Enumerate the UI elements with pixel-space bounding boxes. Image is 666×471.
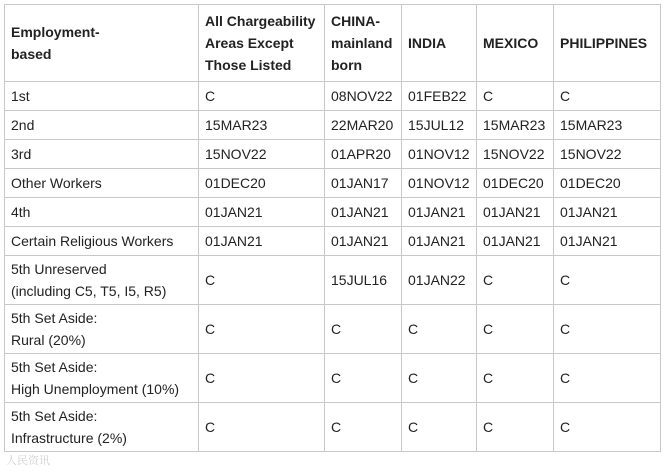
cell-india: 01JAN21 (402, 227, 477, 256)
header-mexico: MEXICO (477, 5, 554, 82)
table-row (5, 111, 661, 140)
table-row (5, 82, 661, 111)
cell-category: 5th Unreserved (including C5, T5, I5, R5) (5, 256, 199, 305)
table-row (5, 198, 661, 227)
cell-mexico: C (477, 256, 554, 305)
cell-mexico: C (477, 305, 554, 354)
cell-china: 01APR20 (325, 140, 402, 169)
cell-philippines: 15MAR23 (554, 111, 661, 140)
table-row (5, 403, 661, 452)
table-row (5, 169, 661, 198)
cell-all-chargeability: C (199, 256, 325, 305)
cell-category: 3rd (5, 140, 199, 169)
cell-india: 01JAN22 (402, 256, 477, 305)
cell-all-chargeability: 15MAR23 (199, 111, 325, 140)
cell-philippines: 01JAN21 (554, 227, 661, 256)
cell-china: C (325, 305, 402, 354)
cell-category: Other Workers (5, 169, 199, 198)
cell-china: 01JAN21 (325, 198, 402, 227)
cell-all-chargeability: C (199, 305, 325, 354)
cell-philippines: C (554, 256, 661, 305)
cell-india: 01FEB22 (402, 82, 477, 111)
cell-philippines: C (554, 403, 661, 452)
cell-category: 5th Set Aside: Rural (20%) (5, 305, 199, 354)
cell-mexico: C (477, 82, 554, 111)
cell-mexico: C (477, 403, 554, 452)
cell-mexico: 01JAN21 (477, 227, 554, 256)
cell-philippines: C (554, 354, 661, 403)
cell-mexico: 01JAN21 (477, 198, 554, 227)
cell-category: 4th (5, 198, 199, 227)
cell-philippines: C (554, 82, 661, 111)
cell-category: Certain Religious Workers (5, 227, 199, 256)
cell-all-chargeability: C (199, 82, 325, 111)
cell-mexico: 01DEC20 (477, 169, 554, 198)
cell-china: 22MAR20 (325, 111, 402, 140)
cell-philippines: C (554, 305, 661, 354)
cell-india: 01NOV12 (402, 169, 477, 198)
header-china: CHINA- mainland born (325, 5, 402, 82)
cell-all-chargeability: 01DEC20 (199, 169, 325, 198)
header-philippines: PHILIPPINES (554, 5, 661, 82)
header-employment-based: Employment- based (5, 5, 199, 82)
cell-all-chargeability: 01JAN21 (199, 198, 325, 227)
watermark-text: 人民资讯 (6, 454, 50, 467)
cell-all-chargeability: C (199, 403, 325, 452)
cell-all-chargeability: 15NOV22 (199, 140, 325, 169)
cell-philippines: 01DEC20 (554, 169, 661, 198)
cell-china: C (325, 403, 402, 452)
cell-india: 01JAN21 (402, 198, 477, 227)
cell-china: 01JAN17 (325, 169, 402, 198)
table-row (5, 305, 661, 354)
cell-china: 01JAN21 (325, 227, 402, 256)
cell-india: C (402, 354, 477, 403)
cell-china: 08NOV22 (325, 82, 402, 111)
visa-bulletin-table (4, 4, 661, 452)
cell-mexico: C (477, 354, 554, 403)
table-row (5, 140, 661, 169)
cell-category: 1st (5, 82, 199, 111)
cell-category: 2nd (5, 111, 199, 140)
cell-india: C (402, 403, 477, 452)
table-row (5, 354, 661, 403)
header-all-chargeability: All Chargeability Areas Except Those Listed (199, 5, 325, 82)
cell-india: 15JUL12 (402, 111, 477, 140)
table-row (5, 227, 661, 256)
cell-mexico: 15NOV22 (477, 140, 554, 169)
cell-china: 15JUL16 (325, 256, 402, 305)
cell-china: C (325, 354, 402, 403)
cell-india: C (402, 305, 477, 354)
cell-all-chargeability: 01JAN21 (199, 227, 325, 256)
cell-philippines: 15NOV22 (554, 140, 661, 169)
table-row (5, 256, 661, 305)
header-india: INDIA (402, 5, 477, 82)
cell-category: 5th Set Aside: Infrastructure (2%) (5, 403, 199, 452)
cell-india: 01NOV12 (402, 140, 477, 169)
cell-philippines: 01JAN21 (554, 198, 661, 227)
cell-category: 5th Set Aside: High Unemployment (10%) (5, 354, 199, 403)
cell-mexico: 15MAR23 (477, 111, 554, 140)
table-header-row (5, 5, 661, 82)
cell-all-chargeability: C (199, 354, 325, 403)
